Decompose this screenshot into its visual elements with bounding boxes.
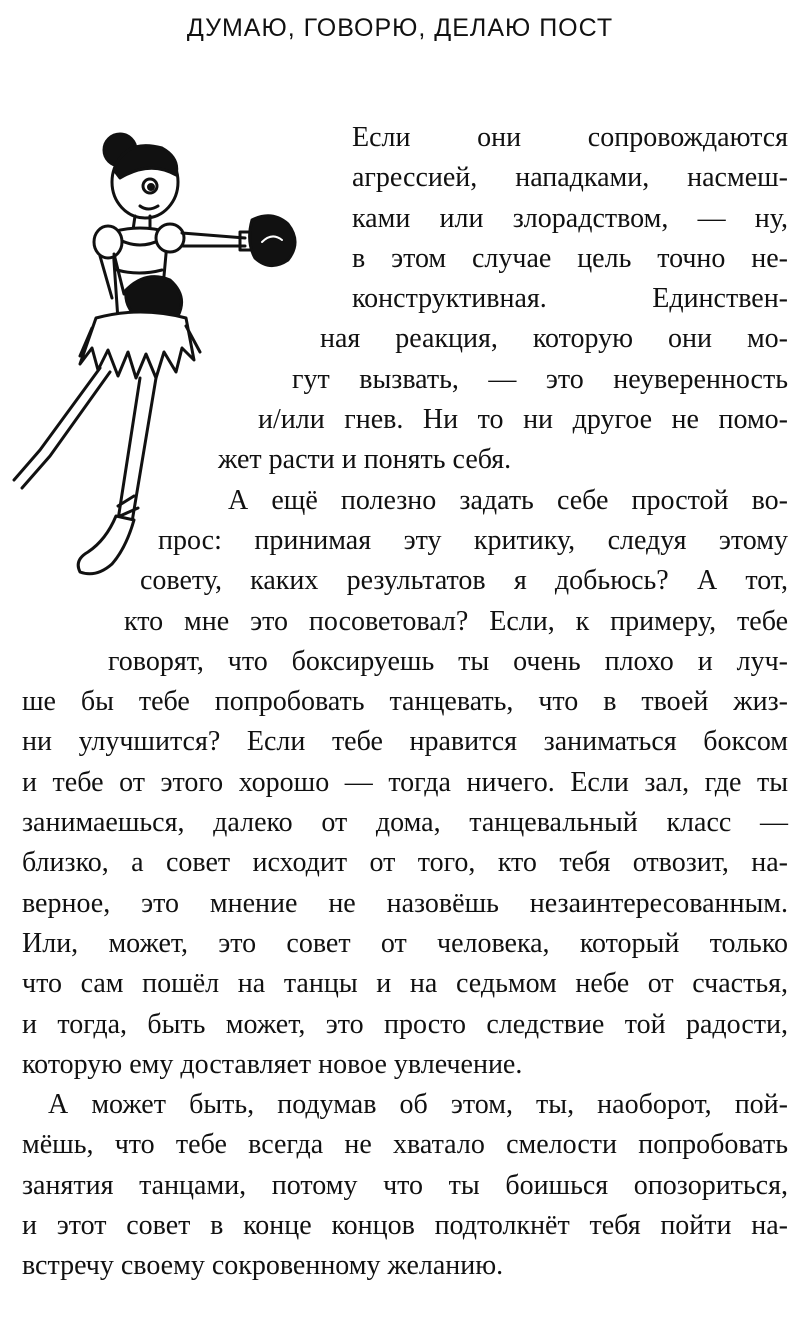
text-line: А ещё полезно задать себе простой во-	[228, 484, 788, 516]
text-line: которую ему доставляет новое увлечение.	[22, 1048, 523, 1080]
text-line: А может быть, подумав об этом, ты, наоборот, пой-	[48, 1089, 788, 1121]
text-line: ками или злорадством, — ну,	[352, 202, 788, 234]
text-line: жет расти и понять себя.	[218, 444, 512, 476]
text-line: и/или гнев. Ни то ни другое не помо-	[258, 404, 788, 436]
text-line: гут вызвать, — это неуверенность	[292, 363, 788, 395]
text-line: ни улучшится? Если тебе нравится заниматься боксом	[22, 726, 788, 758]
text-line: Если они сопровождаются	[352, 122, 788, 153]
text-line: близко, а совет исходит от того, кто тебя отвозит, на-	[22, 847, 788, 879]
text-line: совету, каких результатов я добьюсь? А тот,	[140, 565, 788, 597]
text-line: занятия танцами, потому что ты боишься опозориться,	[22, 1169, 788, 1201]
text-line: ная реакция, которую они мо-	[320, 323, 788, 355]
text-line: ше бы тебе попробовать танцевать, что в твоей жиз-	[22, 686, 788, 718]
text-line: встречу своему сокровенному желанию.	[22, 1250, 504, 1282]
body-text	[0, 118, 800, 1318]
text-line: и тебе от этого хорошо — тогда ничего. Если зал, где ты	[22, 766, 788, 798]
text-line: агрессией, нападками, насмеш-	[352, 162, 788, 194]
text-line: что сам пошёл на танцы и на седьмом небе от счастья,	[22, 968, 788, 1000]
text-line: кто мне это посоветовал? Если, к примеру, тебе	[124, 605, 788, 637]
text-line: Или, может, это совет от человека, который только	[22, 927, 788, 959]
text-line: и этот совет в конце концов подтолкнёт тебя пойти на-	[22, 1210, 788, 1242]
text-line: мёшь, что тебе всегда не хватало смелости попробовать	[22, 1129, 788, 1161]
text-line: прос: принимая эту критику, следуя этому	[158, 524, 788, 556]
text-line: занимаешься, далеко от дома, танцевальный класс —	[22, 807, 788, 839]
text-line: конструктивная. Единствен-	[352, 283, 788, 315]
text-line: верное, это мнение не назовёшь незаинтересованным.	[22, 887, 788, 919]
text-line: говорят, что боксируешь ты очень плохо и луч-	[108, 645, 788, 677]
page-title: ДУМАЮ, ГОВОРЮ, ДЕЛАЮ ПОСТ	[186, 14, 614, 42]
text-line: и тогда, быть может, это просто следствие той радости,	[22, 1008, 788, 1040]
text-line: в этом случае цель точно не-	[352, 242, 788, 274]
